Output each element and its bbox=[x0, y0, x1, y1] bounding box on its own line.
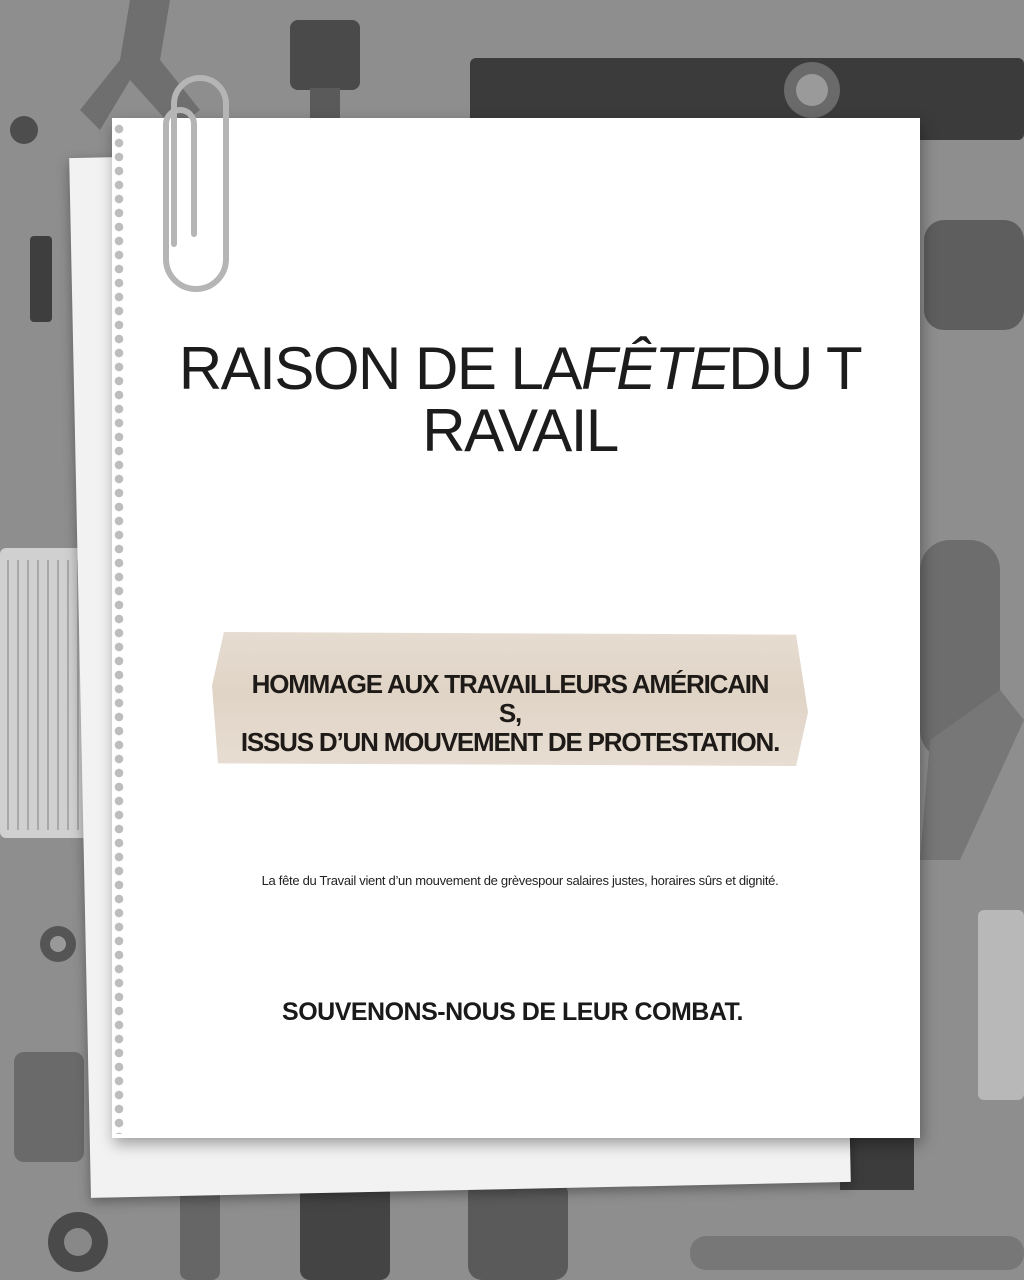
body-text: La fête du Travail vient d’un mouvement de grèvespour salaires justes, horaires sûrs et dignité. bbox=[261, 873, 779, 888]
title-part-1: RAISON DE LA bbox=[178, 335, 581, 402]
closing-statement: SOUVENONS-NOUS DE LEUR COMBAT. bbox=[282, 998, 743, 1026]
tape-line-3: ISSUS D’UN MOUVEMENT DE PROTESTATION. bbox=[240, 727, 780, 757]
title-part-2: DU T bbox=[728, 335, 862, 402]
title-italic-word: FÊTE bbox=[580, 335, 729, 402]
tape-line-1: HOMMAGE AUX TRAVAILLEURS AMÉRICAIN bbox=[251, 669, 769, 699]
paper-perforation bbox=[112, 122, 126, 1134]
tape-text bbox=[212, 670, 808, 757]
title-line-2: RAVAIL bbox=[422, 397, 618, 464]
page-title bbox=[150, 335, 890, 464]
paper-clip-icon bbox=[160, 64, 234, 294]
tape-line-2: S, bbox=[498, 698, 522, 728]
